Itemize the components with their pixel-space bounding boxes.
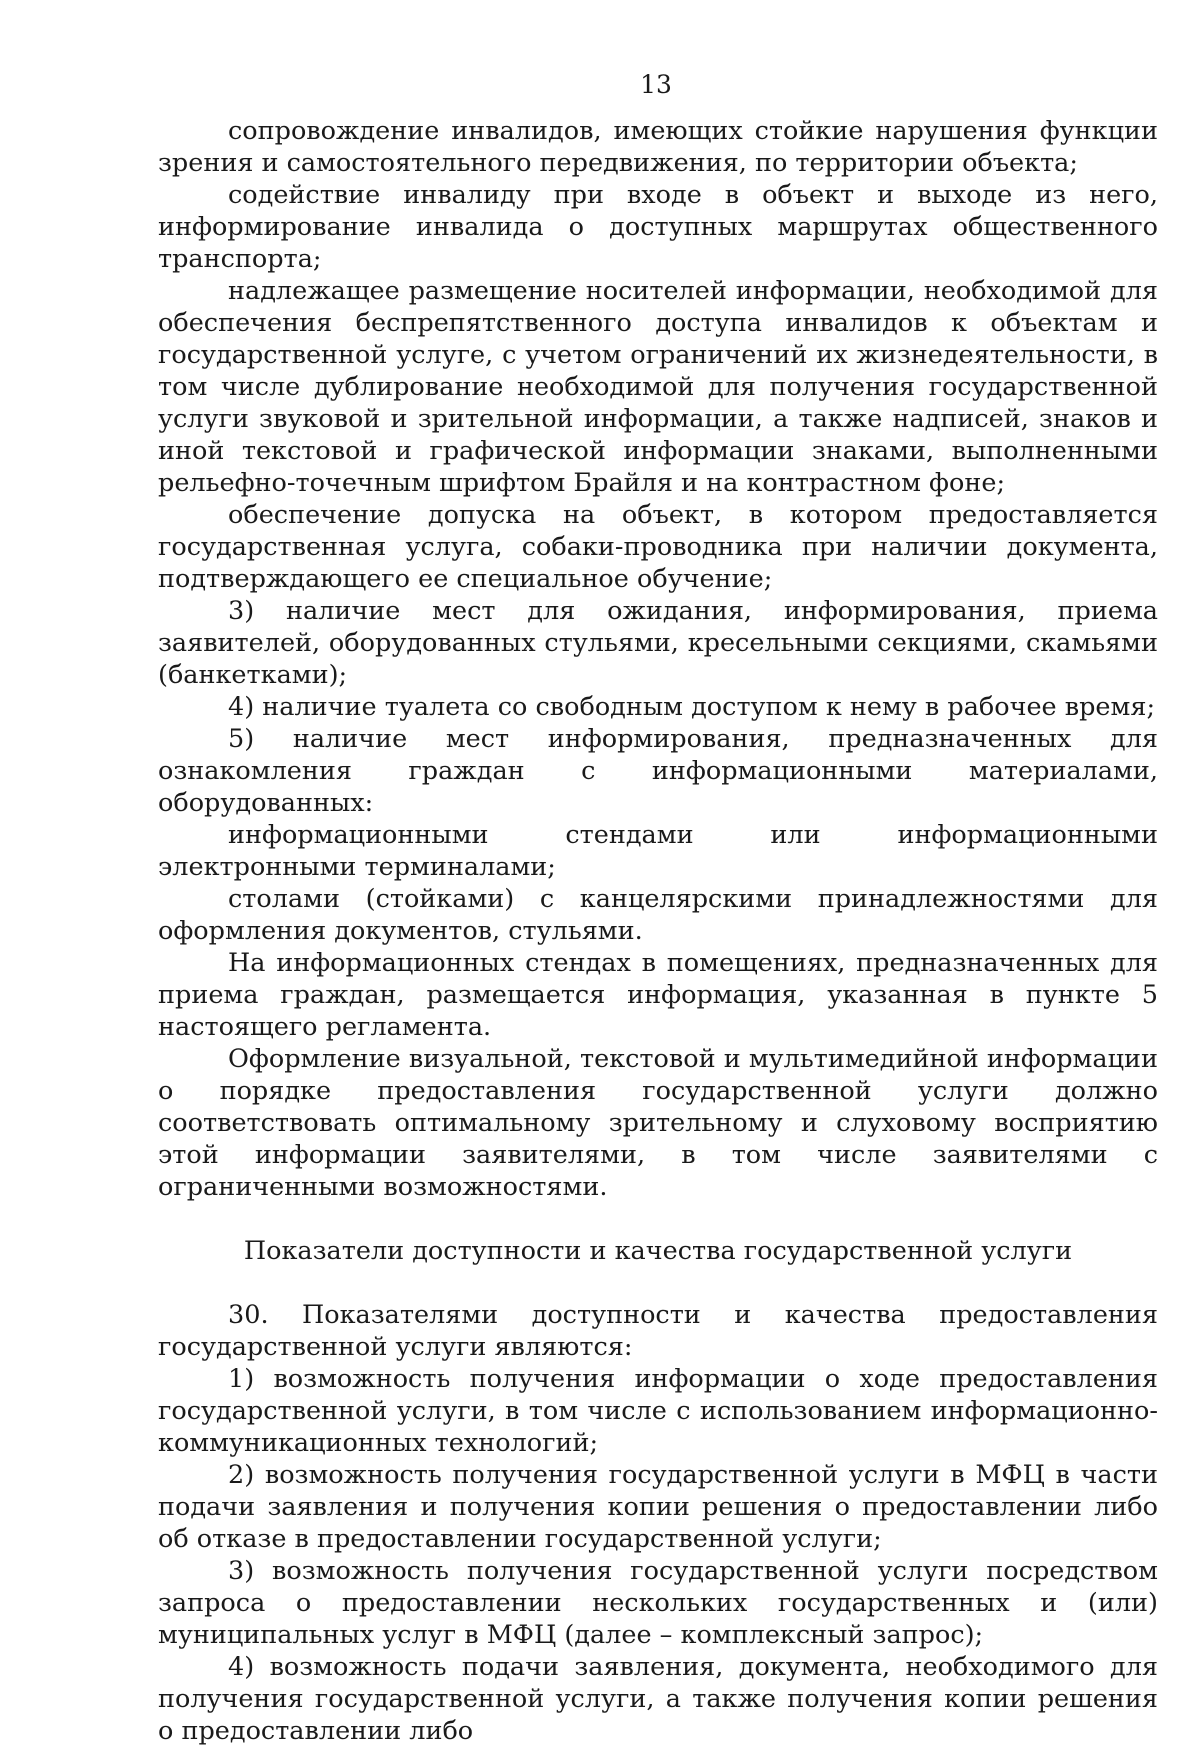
paragraph: 2) возможность получения государственной услуги в МФЦ в части подачи заявления и получения копии решения о предоставлении либо об отказе в предоставлении государственной услуги; xyxy=(158,1460,1158,1554)
paragraph: содействие инвалиду при входе в объект и выходе из него, информирование инвалида о доступных маршрутах общественного транспорта; xyxy=(158,180,1158,274)
paragraph: Оформление визуальной, текстовой и мультимедийной информации о порядке предоставления государственной услуги должно соответствовать оптимальному зрительному и слуховому восприятию этой информации заявителями, в том числе заявителями с ограниченными возможностями. xyxy=(158,1044,1158,1202)
paragraph: 5) наличие мест информирования, предназначенных для ознакомления граждан с информационными материалами, оборудованных: xyxy=(158,724,1158,818)
paragraph: обеспечение допуска на объект, в котором предоставляется государственная услуга, собаки-проводника при наличии документа, подтверждающего ее специальное обучение; xyxy=(158,500,1158,594)
paragraph: 1) возможность получения информации о ходе предоставления государственной услуги, в том числе с использованием информационно-коммуникационных технологий; xyxy=(158,1364,1158,1458)
section-heading: Показатели доступности и качества государственной услуги xyxy=(243,1236,1073,1266)
page-number: 13 xyxy=(640,70,672,99)
paragraph: 3) наличие мест для ожидания, информирования, приема заявителей, оборудованных стульями, кресельными секциями, скамьями (банкетками); xyxy=(158,596,1158,690)
paragraph: 3) возможность получения государственной услуги посредством запроса о предоставлении нескольких государственных и (или) муниципальных услуг в МФЦ (далее – комплексный запрос); xyxy=(158,1556,1158,1650)
document-body xyxy=(158,115,1158,1747)
paragraph: столами (стойками) с канцелярскими принадлежностями для оформления документов, стульями. xyxy=(158,884,1158,946)
paragraph: 30. Показателями доступности и качества предоставления государственной услуги являются: xyxy=(158,1300,1158,1362)
paragraph: сопровождение инвалидов, имеющих стойкие нарушения функции зрения и самостоятельного передвижения, по территории объекта; xyxy=(158,116,1158,178)
paragraph: На информационных стендах в помещениях, предназначенных для приема граждан, размещается информация, указанная в пункте 5 настоящего регламента. xyxy=(158,948,1158,1042)
paragraph: 4) наличие туалета со свободным доступом к нему в рабочее время; xyxy=(228,692,1156,722)
paragraph: надлежащее размещение носителей информации, необходимой для обеспечения беспрепятственного доступа инвалидов к объектам и государственной услуге, с учетом ограничений их жизнедеятельности, в том числе дублирование необходимой для получения государственной услуги звуковой и зрительной информации, а также надписей, знаков и иной текстовой и графической информации знаками, выполненными рельефно-точечным шрифтом Брайля и на контрастном фоне; xyxy=(158,276,1158,498)
paragraph: информационными стендами или информационными электронными терминалами; xyxy=(158,820,1158,882)
paragraph: 4) возможность подачи заявления, документа, необходимого для получения государственной услуги, а также получения копии решения о предоставлении либо xyxy=(158,1652,1158,1746)
